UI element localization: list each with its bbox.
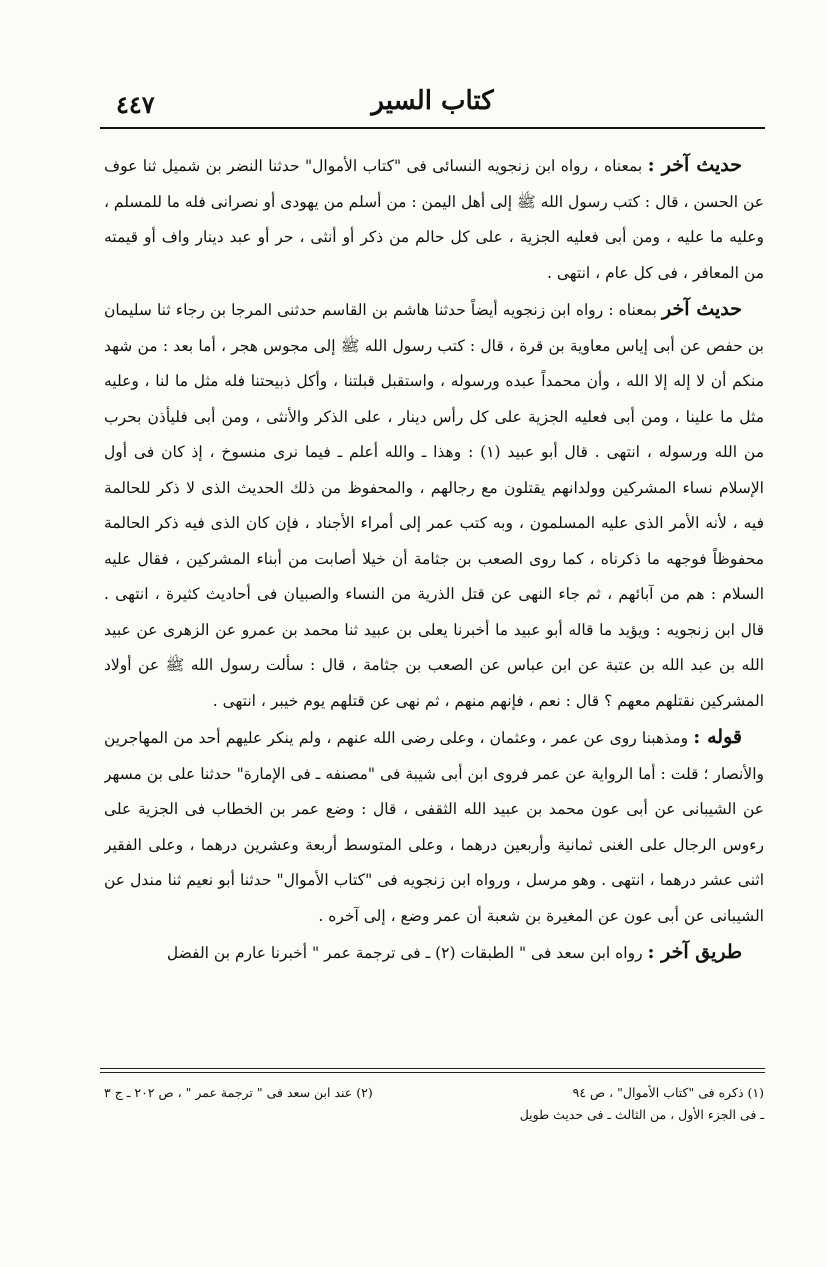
paragraph-hadith-2 — [104, 292, 764, 719]
paragraph-lead: قوله : — [693, 726, 742, 748]
paragraph-text: ومذهبنا روى عن عمر ، وعثمان ، وعلى رضى الله عنهم ، ولم ينكر عليهم أحد من المهاجرين والأنصار ؛ قلت : أما الرواية عن عمر فروى ابن أبى شيبة فى "مصنفه ـ فى الإمارة" حدثنا على بن مسهر عن الشيبانى عن أبى عون محمد بن عبيد الله الثقفى ، قال : وضع عمر بن الخطاب فى الجزية على رءوس الرجال على الغنى ثمانية وأربعين درهما ، وعلى المتوسط أربعة وعشرين درهما ، وعلى الفقير اثنى عشر درهما ، انتهى . وهو مرسل ، ورواه ابن زنجويه فى "كتاب الأموال" حدثنا أبو نعيم ثنا مندل عن الشيبانى عن أبى عون عن المغيرة بن شعبة أن عمر وضع ، إلى آخره . — [104, 729, 764, 925]
footnotes — [104, 1082, 764, 1126]
footnote-divider — [100, 1068, 765, 1069]
paragraph-qawluhu — [104, 720, 764, 934]
main-text — [104, 148, 764, 1048]
paragraph-lead: حديث آخر — [662, 298, 742, 320]
paragraph-text: بمعناه ، رواه ابن زنجويه النسائى فى "كتاب الأموال" حدثنا النضر بن شميل ثنا عوف عن الحسن ، قال : كتب رسول الله ﷺ إلى أهل اليمن : من أسلم من يهودى أو نصرانى فله ما للمسلم ، وعليه ما عليه ، ومن أبى فعليه الجزية ، على كل حالم من ذكر أو أنثى ، حر أو عبد دينار واف أو قيمته من المعافر ، فى كل عام ، انتهى . — [104, 157, 764, 282]
paragraph-text: رواه ابن سعد فى " الطبقات (٢) ـ فى ترجمة عمر " أخبرنا عارم بن الفضل — [166, 944, 643, 962]
footnote-row — [104, 1082, 764, 1104]
paragraph-text: بمعناه : رواه ابن زنجويه أيضاً حدثنا هاشم بن القاسم حدثنى المرجا بن رجاء ثنا سليمان بن حفص عن أبى إياس معاوية بن قرة ، قال : كتب رسول الله ﷺ إلى مجوس هجر ، أما بعد : من شهد منكم أن لا إله إلا الله ، وأن محمداً عبده ورسوله ، واستقبل قبلتنا ، وأكل ذبيحتنا فله مثل ما لنا ، وعليه مثل ما علينا ، ومن أبى فعليه الجزية على كل رأس دينار ، على الذكر والأنثى ، ومن أبى فليأذن بحرب من الله ورسوله ، انتهى . قال أبو عبيد (١) : وهذا ـ والله أعلم ـ فيما نرى منسوخ ، إذ كان فى أول الإسلام نساء المشركين وولدانهم يقتلون مع رجالهم ، والمحفوظ من ذلك الحديث الذى لا ذكر للحالمة فيه ، لأنه الأمر الذى عليه المسلمون ، وبه كتب عمر إلى أمراء الأجناد ، فإن كان الذى فيه ذكر الحالمة محفوظاً فوجهه ما ذكرناه ، كما روى الصعب بن جثامة أن خيلا أصابت من أبناء المشركين ، فقال عليه السلام : هم من آبائهم ، ثم جاء النهى عن قتل الذرية من النساء والصبيان فى أحاديث كثيرة ، انتهى . قال ابن زنجويه : ويؤيد ما قاله أبو عبيد ما أخبرنا يعلى بن عبيد ثنا محمد بن عمرو عن الزهرى عن عبيد الله بن عبد الله بن عتبة عن ابن عباس عن الصعب بن جثامة ، قال : سألت رسول الله ﷺ عن أولاد المشركين نقتلهم معهم ؟ قال : نعم ، فإنهم منهم ، ثم نهى عن قتلهم يوم خيبر ، انتهى . — [104, 301, 764, 710]
paragraph-hadith-1 — [104, 148, 764, 291]
footnote-2-continuation: ـ فى الجزء الأول ، من الثالث ـ فى حديث طويل — [519, 1107, 764, 1122]
paragraph-lead: حديث آخر : — [647, 154, 742, 176]
footnote-2: (٢) عند ابن سعد فى " ترجمة عمر " ، ص ٢٠٢ ـ ج ٣ — [104, 1085, 373, 1100]
header-divider — [100, 127, 765, 129]
page-header — [100, 84, 765, 126]
page-title: كتاب السير — [371, 86, 494, 116]
footnote-1: (١) ذكره فى "كتاب الأموال" ، ص ٩٤ — [572, 1085, 764, 1100]
paragraph-lead: طريق آخر : — [647, 941, 742, 963]
page-number: ٤٤٧ — [116, 90, 155, 119]
paragraph-tariq — [104, 935, 764, 972]
footnote-divider-secondary — [100, 1072, 765, 1073]
